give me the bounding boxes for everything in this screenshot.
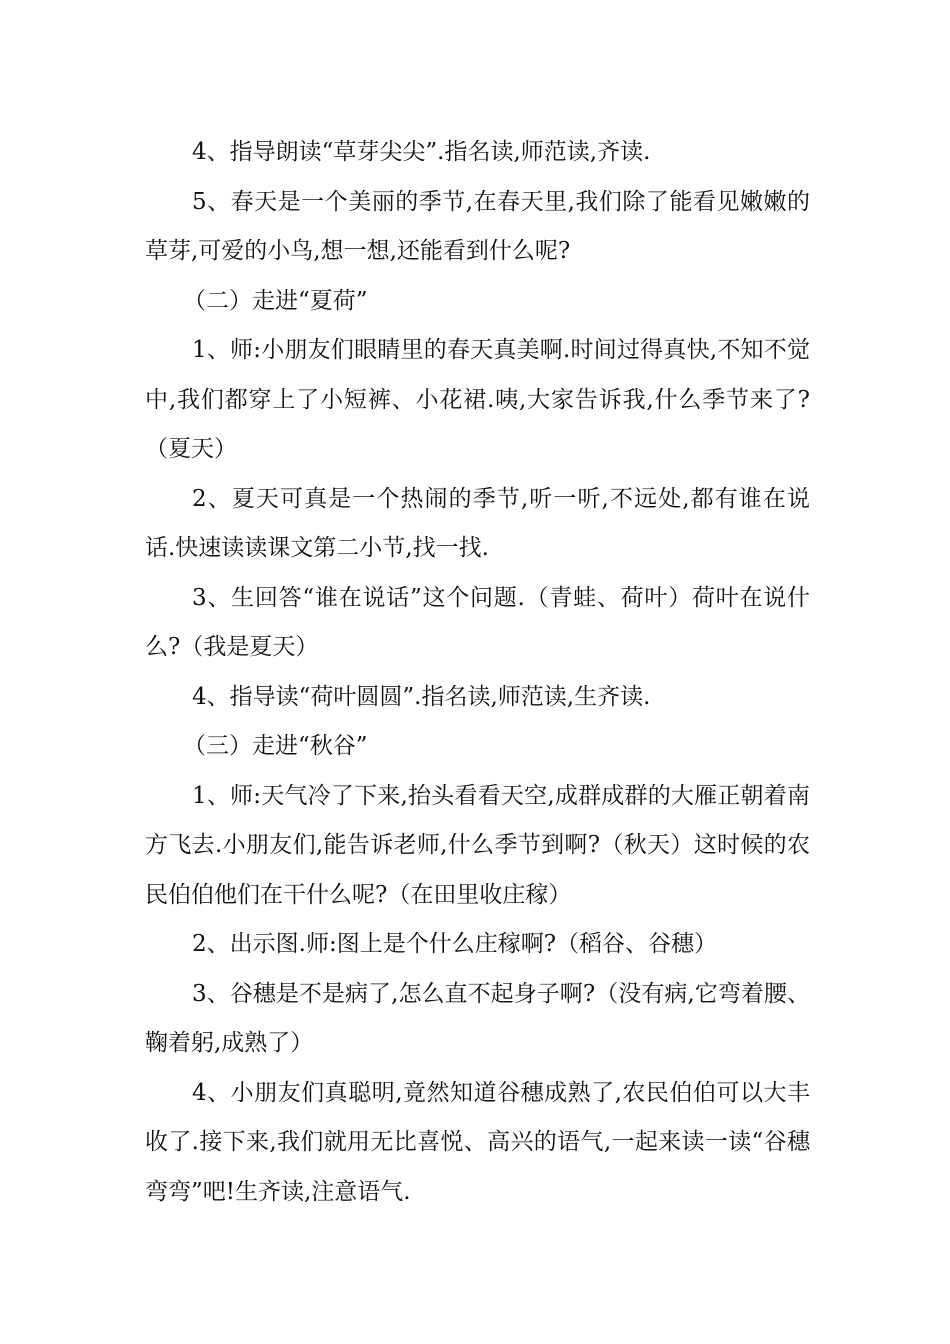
paragraph-item: 2、出示图.师:图上是个什么庄稼啊?（稻谷、谷穗） <box>192 931 718 957</box>
paragraph-item: 4、指导读“荷叶圆圆”.指名读,师范读,生齐读. <box>192 683 651 710</box>
paragraph-item: 2、夏天可真是一个热闹的季节,听一听,不远处,都有谁在说话.快速读读课文第二小节,找一找. <box>145 485 810 561</box>
document-body <box>145 128 810 1217</box>
paragraph-item: 3、谷穗是不是病了,怎么直不起身子啊?（没有病,它弯着腰、鞠着躬,成熟了） <box>145 980 810 1056</box>
section-heading: （二）走进“夏荷” <box>183 287 368 314</box>
paragraph-item: 4、小朋友们真聪明,竟然知道谷穗成熟了,农民伯伯可以大丰收了.接下来,我们就用无比喜悦、高兴的语气,一起来读一读“谷穗弯弯”吧!生齐读,注意语气. <box>145 1079 810 1205</box>
paragraph-item: 4、指导朗读“草芽尖尖”.指名读,师范读,齐读. <box>192 139 651 165</box>
section-heading: （三）走进“秋谷” <box>183 733 368 759</box>
paragraph-item: 1、师:天气冷了下来,抬头看看天空,成群成群的大雁正朝着南方飞去.小朋友们,能告诉老师,什么季节到啊?（秋天）这时候的农民伯伯他们在干什么呢?（在田里收庄稼） <box>145 782 810 908</box>
paragraph-item: 1、师:小朋友们眼睛里的春天真美啊.时间过得真快,不知不觉中,我们都穿上了小短裤、小花裙.咦,大家告诉我,什么季节来了?（夏天） <box>145 337 810 462</box>
paragraph-item: 3、生回答“谁在说话”这个问题.（青蛙、荷叶）荷叶在说什么?（我是夏天） <box>145 584 810 660</box>
paragraph-item: 5、春天是一个美丽的季节,在春天里,我们除了能看见嫩嫩的草芽,可爱的小鸟,想一想,还能看到什么呢? <box>145 188 810 264</box>
